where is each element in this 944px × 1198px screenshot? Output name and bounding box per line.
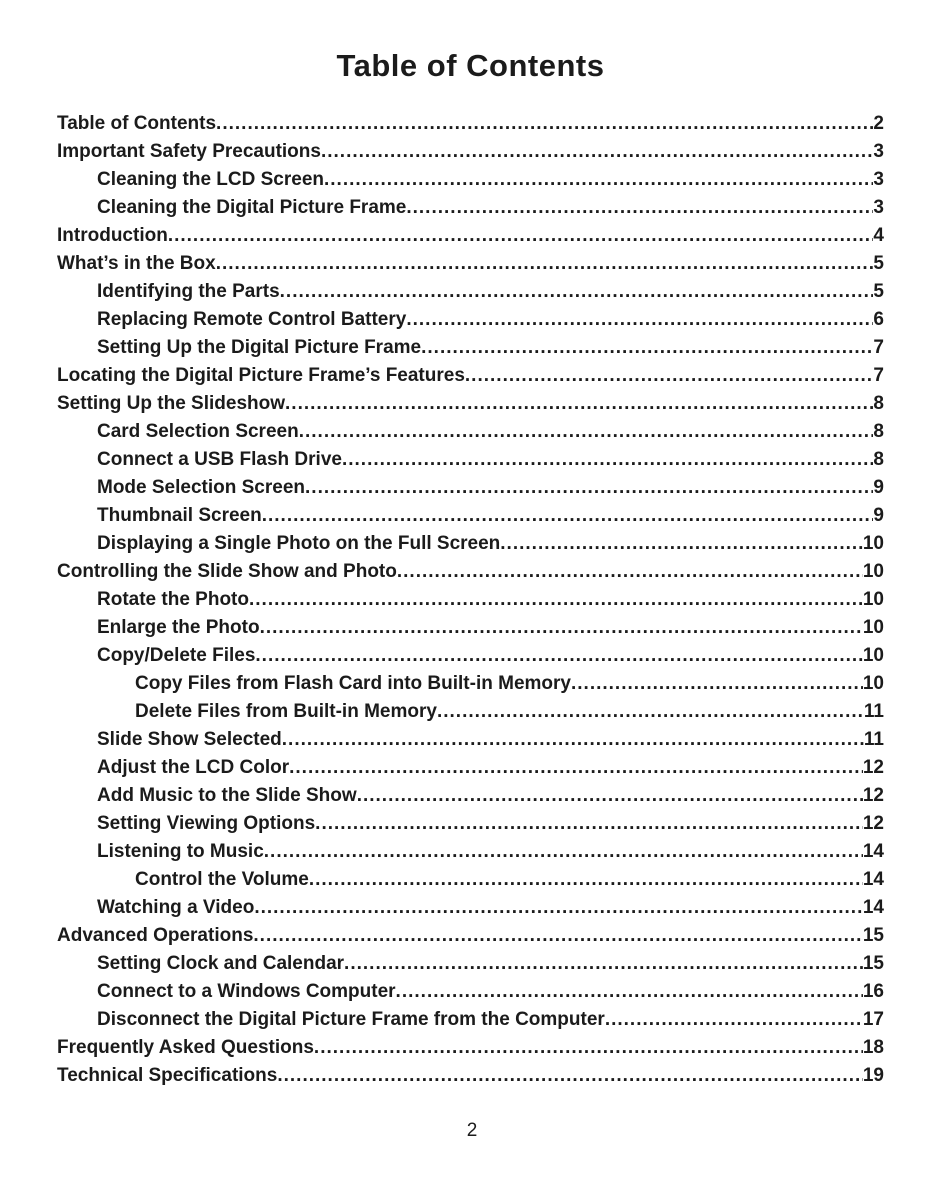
toc-entry xyxy=(57,866,884,894)
toc-entry xyxy=(57,110,884,138)
toc-entry-label: Copy Files from Flash Card into Built-in Memory xyxy=(135,673,571,694)
toc-entry-label: Displaying a Single Photo on the Full Screen xyxy=(97,533,501,554)
toc-entry-page: 12 xyxy=(862,813,884,834)
toc-leader-dots xyxy=(168,222,874,250)
toc-leader-dots xyxy=(396,978,863,1006)
toc-leader-dots xyxy=(277,1062,863,1090)
toc-entry-label: Card Selection Screen xyxy=(97,421,299,442)
toc-entry xyxy=(57,698,884,726)
toc-entry xyxy=(57,306,884,334)
toc-entry-page: 10 xyxy=(862,561,884,582)
toc-leader-dots xyxy=(571,670,863,698)
toc-entry xyxy=(57,1006,884,1034)
toc-entry xyxy=(57,474,884,502)
toc-entry-page: 18 xyxy=(862,1037,884,1058)
toc-entry-page: 9 xyxy=(873,477,884,498)
toc-leader-dots xyxy=(299,418,874,446)
toc-entry-label: Delete Files from Built-in Memory xyxy=(135,701,437,722)
toc-leader-dots xyxy=(315,810,863,838)
toc-entry-page: 12 xyxy=(862,757,884,778)
footer-page-number: 2 xyxy=(466,1120,478,1141)
toc-leader-dots xyxy=(216,110,873,138)
toc-leader-dots xyxy=(324,166,873,194)
toc-entry-page: 4 xyxy=(873,225,884,246)
toc-leader-dots xyxy=(262,502,874,530)
toc-entry-page: 7 xyxy=(873,365,884,386)
toc-entry xyxy=(57,194,884,222)
toc-leader-dots xyxy=(309,866,863,894)
toc-entry xyxy=(57,222,884,250)
toc-entry xyxy=(57,614,884,642)
toc-entry-page: 15 xyxy=(862,925,884,946)
toc-entry-page: 8 xyxy=(873,449,884,470)
toc-entry xyxy=(57,418,884,446)
toc-entry-label: What’s in the Box xyxy=(57,253,216,274)
toc-entry xyxy=(57,922,884,950)
toc-entry-page: 12 xyxy=(862,785,884,806)
toc-entry xyxy=(57,642,884,670)
toc-entry-label: Adjust the LCD Color xyxy=(97,757,290,778)
toc-entry-label: Introduction xyxy=(57,225,168,246)
toc-entry-label: Replacing Remote Control Battery xyxy=(97,309,407,330)
toc-leader-dots xyxy=(465,362,874,390)
toc-leader-dots xyxy=(437,698,864,726)
toc-entry-page: 11 xyxy=(863,729,884,750)
toc-entry xyxy=(57,894,884,922)
toc-entry-label: Cleaning the Digital Picture Frame xyxy=(97,197,407,218)
toc-entry xyxy=(57,670,884,698)
toc-entry-page: 8 xyxy=(873,421,884,442)
toc-leader-dots xyxy=(357,782,863,810)
toc-entry xyxy=(57,838,884,866)
toc-leader-dots xyxy=(254,894,863,922)
toc-leader-dots xyxy=(314,1034,863,1062)
toc-entry-page: 10 xyxy=(862,617,884,638)
toc-entry xyxy=(57,810,884,838)
toc-entry-label: Important Safety Precautions xyxy=(57,141,321,162)
toc-leader-dots xyxy=(605,1006,863,1034)
toc-entry xyxy=(57,1062,884,1090)
toc-entry-label: Setting Clock and Calendar xyxy=(97,953,345,974)
toc-entry xyxy=(57,530,884,558)
toc-entry xyxy=(57,334,884,362)
toc-leader-dots xyxy=(344,950,863,978)
toc-leader-dots xyxy=(321,138,873,166)
toc-entry-page: 5 xyxy=(873,281,884,302)
toc-entry xyxy=(57,278,884,306)
toc-leader-dots xyxy=(253,922,862,950)
toc-entry-label: Setting Viewing Options xyxy=(97,813,316,834)
toc-leader-dots xyxy=(285,390,873,418)
toc-entry-label: Thumbnail Screen xyxy=(97,505,262,526)
toc-leader-dots xyxy=(264,838,863,866)
toc-entry-page: 19 xyxy=(862,1065,884,1086)
toc-entry-page: 5 xyxy=(873,253,884,274)
toc-entry-page: 3 xyxy=(873,141,884,162)
toc-list xyxy=(57,110,884,1090)
toc-entry-page: 10 xyxy=(862,533,884,554)
toc-entry-label: Disconnect the Digital Picture Frame from the Computer xyxy=(97,1009,605,1030)
toc-entry-label: Add Music to the Slide Show xyxy=(97,785,357,806)
toc-leader-dots xyxy=(406,194,873,222)
toc-entry-page: 3 xyxy=(873,197,884,218)
toc-entry-page: 11 xyxy=(863,701,884,722)
toc-entry xyxy=(57,586,884,614)
toc-entry-label: Controlling the Slide Show and Photo xyxy=(57,561,397,582)
toc-entry-page: 16 xyxy=(862,981,884,1002)
toc-entry-label: Mode Selection Screen xyxy=(97,477,306,498)
toc-entry-label: Rotate the Photo xyxy=(97,589,249,610)
toc-entry-page: 14 xyxy=(862,841,884,862)
toc-leader-dots xyxy=(406,306,873,334)
page-title: Table of Contents xyxy=(336,48,605,83)
toc-leader-dots xyxy=(255,642,862,670)
toc-entry-label: Locating the Digital Picture Frame’s Features xyxy=(57,365,465,386)
toc-entry-label: Frequently Asked Questions xyxy=(57,1037,314,1058)
toc-entry-label: Slide Show Selected xyxy=(97,729,282,750)
toc-entry-label: Watching a Video xyxy=(97,897,255,918)
toc-leader-dots xyxy=(342,446,873,474)
toc-entry xyxy=(57,250,884,278)
toc-entry xyxy=(57,782,884,810)
toc-entry-page: 6 xyxy=(873,309,884,330)
toc-entry xyxy=(57,446,884,474)
toc-entry xyxy=(57,726,884,754)
toc-entry-page: 15 xyxy=(862,953,884,974)
toc-entry-page: 10 xyxy=(862,673,884,694)
toc-leader-dots xyxy=(421,334,873,362)
toc-entry-label: Cleaning the LCD Screen xyxy=(97,169,324,190)
toc-entry-label: Enlarge the Photo xyxy=(97,617,260,638)
toc-entry-page: 9 xyxy=(873,505,884,526)
toc-entry xyxy=(57,1034,884,1062)
toc-entry-label: Identifying the Parts xyxy=(97,281,280,302)
toc-entry xyxy=(57,558,884,586)
toc-leader-dots xyxy=(216,250,874,278)
toc-entry xyxy=(57,754,884,782)
toc-entry-page: 3 xyxy=(873,169,884,190)
toc-entry-page: 14 xyxy=(862,897,884,918)
toc-leader-dots xyxy=(282,726,864,754)
toc-leader-dots xyxy=(260,614,863,642)
toc-entry-label: Advanced Operations xyxy=(57,925,254,946)
toc-entry-label: Technical Specifications xyxy=(57,1065,278,1086)
toc-entry xyxy=(57,166,884,194)
toc-entry-page: 10 xyxy=(862,645,884,666)
toc-entry-page: 2 xyxy=(873,113,884,134)
toc-leader-dots xyxy=(500,530,863,558)
toc-entry-label: Table of Contents xyxy=(57,113,217,134)
toc-leader-dots xyxy=(280,278,874,306)
toc-leader-dots xyxy=(305,474,873,502)
toc-entry xyxy=(57,390,884,418)
toc-entry-label: Copy/Delete Files xyxy=(97,645,256,666)
toc-leader-dots xyxy=(289,754,863,782)
toc-entry-page: 8 xyxy=(873,393,884,414)
toc-entry-page: 10 xyxy=(862,589,884,610)
toc-entry xyxy=(57,362,884,390)
toc-entry-label: Listening to Music xyxy=(97,841,264,862)
toc-entry-label: Setting Up the Slideshow xyxy=(57,393,286,414)
toc-entry xyxy=(57,978,884,1006)
toc-leader-dots xyxy=(397,558,863,586)
toc-entry xyxy=(57,138,884,166)
toc-entry xyxy=(57,950,884,978)
toc-entry-label: Setting Up the Digital Picture Frame xyxy=(97,337,422,358)
toc-entry-label: Connect a USB Flash Drive xyxy=(97,449,342,470)
toc-entry-page: 14 xyxy=(862,869,884,890)
toc-entry-label: Control the Volume xyxy=(135,869,309,890)
toc-entry xyxy=(57,502,884,530)
toc-leader-dots xyxy=(249,586,863,614)
toc-entry-page: 7 xyxy=(873,337,884,358)
toc-entry-page: 17 xyxy=(862,1009,884,1030)
toc-entry-label: Connect to a Windows Computer xyxy=(97,981,396,1002)
